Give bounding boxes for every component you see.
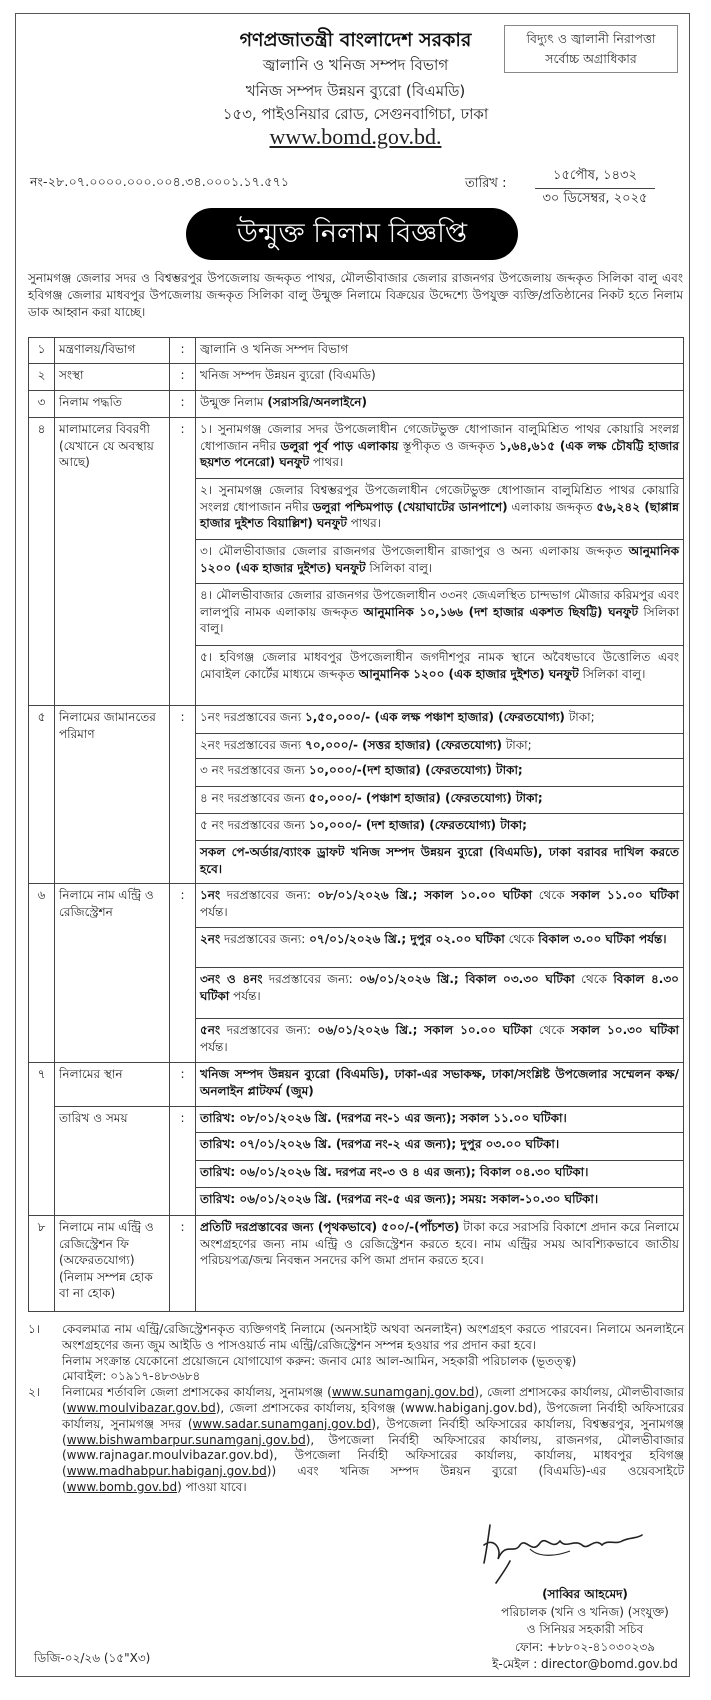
text-segment: পর্যন্ত। [229,988,261,1003]
row-value [196,338,684,364]
text-segment: ৩নং ও ৪নং [200,972,263,986]
text-segment: ডলুরা পশ্চিমপাড় (খেয়াঘাটের ডানপাশে) [312,499,508,514]
row-value [196,479,684,540]
table-row [29,884,684,928]
row-value [196,391,684,418]
text-segment: স্তূপীকৃত ও জব্দকৃত [398,438,500,453]
text-segment: ডলুরা পূর্ব পাড় এলাকায় [280,438,399,453]
notes-section [28,1322,684,1496]
text-segment: উন্মুক্ত নিলাম [200,395,268,409]
text-segment: ) পাওয়া যাবে। [177,1479,247,1494]
text-segment: খনিজ সম্পদ উন্নয়ন ব্যুরো (বিএমডি), ঢাকা-এর সভাকক্ষ, ঢাকা/সংশ্লিষ্ট উপজেলার সম্মেলন কক্ষ/অনলাইন প্লাটফর্ম (জুম) [200,1067,679,1098]
text-segment: ০৬/০১/২০২৬ খ্রি.; সকাল ১০.০০ ঘটিকা [317,1023,533,1037]
row-value [196,841,684,884]
colon-separator: : [170,391,196,418]
text-segment: সকাল ১০.৩০ ঘটিকা [571,1023,679,1037]
row-value [196,1063,684,1107]
date-label: তারিখ : [465,176,507,191]
note-body [62,1385,684,1496]
text-segment: ৫নং [200,1023,221,1037]
colon-separator: : [170,364,196,391]
colon-separator: : [170,884,196,1063]
text-segment: ), জেলা প্রশাসকের কার্যালয়, মৌলভীবাজার ( [62,1385,684,1415]
text-segment: টাকা করে সরাসরি বিকাশে প্রদান করে নিলামে অংশগ্রহণের জন্য নাম এন্ট্রি ও রেজিস্ট্রেশন করতে হবে। নাম এন্ট্রির সময় আবশ্যিকভাবে জাতীয় পরিচয়পত্র/জন্ম নিবন্ধন সনদের কপি জমা প্রদান করতে হবে। [200,1220,679,1267]
text-segment: বিকাল ৩.০০ ঘটিকা পর্যন্ত। [538,932,667,946]
note-line [62,1354,684,1370]
text-segment: ৩। মৌলভীবাজার জেলার রাজনগর উপজেলাধীন রাজাপুর ও অন্য এলাকায় জব্দকৃত [200,544,629,558]
row-value [196,584,684,646]
text-segment: পর্যন্ত। [200,1039,228,1054]
link[interactable]: www.sunamganj.gov.bd [331,1385,475,1400]
row-value [196,1019,684,1063]
table-row [29,364,684,391]
text-segment: ০৭/০১/২০২৬ খ্রি.; দুপুর ০২.০০ ঘটিকা [309,932,505,946]
signature [470,1515,650,1585]
slogan-box [504,25,678,73]
text-segment: ০৮/০১/২০২৬ খ্রি.; সকাল ১০.০০ ঘটিকা [317,888,533,902]
text-segment: পাথর। [346,516,381,530]
table-row [29,338,684,364]
row-value [196,646,684,706]
text-segment: প্রতিটি দরপ্রস্তাবের জন্য (পৃথকভাবে) ৫০০/-(পাঁচশত) [200,1220,460,1234]
text-segment: থেকে [504,932,539,946]
text-segment: ২নং [200,932,221,946]
row-label: মন্ত্রণালয়/বিভাগ [55,338,170,364]
slogan-line: সর্বোচ্চ অগ্রাধিকার [545,51,637,66]
row-value [196,1133,684,1161]
text-segment: ১নং [200,888,221,902]
text-segment: নিলাম সংক্রান্ত যেকোনো প্রয়োজনে যোগাযোগ করুন: জনাব মোঃ আল-আমিন, সহকারী পরিচালক (ভূতত্ত্ব) [62,1353,577,1368]
text-segment: ৭০,০০০/- (সত্তর হাজার) (ফেরতযোগ্য) [305,738,502,752]
text-segment: ২নং দরপ্রস্তাবের জন্য [200,738,306,752]
text-segment: ৫৬,২৪২ (ছাপ্পান্ন হাজার দুইশত বিয়াল্লিশ) ঘনফুট [200,499,680,530]
text-segment: তারিখ: ০৮/০১/২০২৬ খ্রি. (দরপত্র নং-১ এর জন্য); সকাল ১১.০০ ঘটিকা। [200,1111,567,1125]
auction-details-table [28,337,684,1312]
link[interactable]: www.sadar.sunamganj.gov.bd [192,1416,372,1431]
text-segment: তারিখ: ০৬/০১/২০২৬ খ্রি. দরপত্র নং-৩ ও ৪ এর জন্য); বিকাল ০৪.৩০ ঘটিকা। [200,1165,589,1179]
signatory-email[interactable]: ই-মেইল : director@bomd.gov.bd [492,1657,678,1671]
text-segment: থেকে [532,1023,572,1037]
text-segment: ), উপজেলা নির্বাহী অফিসারের কার্যালয়, রাজনগর, মৌলভীবাজার (www.rajnagar.moulvibazar.gov.bd), উপজেলা নির্বাহী অফিসারের কার্যালয়, কার্যালয়, মাধবপুর হবিগঞ্জ ( [62,1432,684,1479]
row-number: ৫ [29,706,55,884]
note-line [62,1322,684,1354]
row-value [196,734,684,759]
signatory-phone: ফোন: +৮৮০২-৪১০৩০২৩৯ [514,1639,656,1654]
link[interactable]: www.madhabpur.habiganj.gov.bd [66,1464,267,1479]
memo-number: নং-২৮.০৭.০০০০.০০০.০০৪.৩৪.০০০১.১৭.৫৭১ [30,174,290,189]
text-segment: সিলিকা বালু। [365,560,433,575]
text-segment: ১,৫০,০০০/- (এক লক্ষ পঞ্চাশ হাজার) (ফেরতযোগ্য) [305,710,565,724]
text-segment: পর্যন্ত। [200,904,228,919]
row-value [196,814,684,841]
text-segment: ১,৬৪,৬১৫ (এক লক্ষ চৌষট্টি হাজার ছয়শত পনেরো) ঘনফুট [200,438,679,469]
slogan-line: বিদ্যুৎ ও জ্বালানী নিরাপত্তা [526,31,656,46]
notice-title: উন্মুক্ত নিলাম বিজ্ঞপ্তি [186,208,518,260]
table-row [29,1107,684,1133]
text-segment: ০৬/০১/২০২৬ খ্রি.; বিকাল ০৩.৩০ ঘটিকা [359,972,575,986]
row-label: তারিখ ও সময় [55,1107,170,1216]
note-item [28,1385,684,1496]
signatory-designation: পরিচালক (খনি ও খনিজ) (সংযুক্ত) [501,1604,669,1619]
text-segment: সিলিকা বালু। [578,666,646,681]
text-segment: মোবাইল: ০১৯১৭-৪৮৩৬৮৪ [62,1369,201,1384]
colon-separator: : [170,1216,196,1312]
note-number: ২। [28,1385,41,1400]
text-segment: বিকাল ৪.৩০ ঘটিকা [200,972,679,1003]
signatory-designation-2: ও সিনিয়র সহকারী সচিব [526,1622,644,1636]
colon-separator: : [170,1107,196,1216]
text-segment: দরপ্রস্তাবের জন্য: [220,1023,318,1037]
row-label: নিলামের স্থান [55,1063,170,1107]
date-bangla: ১৫পৌষ, ১৪৩২ [535,166,655,189]
text-segment: ৩ নং দরপ্রস্তাবের জন্য [200,763,309,777]
division-name: জ্বালানি ও খনিজ সম্পদ বিভাগ [262,56,449,74]
text-segment: আনুমানিক ১২০০ (এক হাজার দুইশত) ঘনফুট [358,666,579,681]
note-body [62,1322,684,1385]
text-segment: তারিখ: ০৭/০১/২০২৬ খ্রি. (দরপত্র নং-২ এর জন্য); দুপুর ০৩.০০ ঘটিকা। [200,1137,560,1151]
colon-separator: : [170,338,196,364]
text-segment: সকল পে-অর্ডার/ব্যাংক ড্রাফট খনিজ সম্পদ উন্নয়ন ব্যুরো (বিএমডি), ঢাকা বরাবর দাখিল করতে হবে। [200,845,679,876]
colon-separator: : [170,418,196,706]
text-segment: ৪ নং দরপ্রস্তাবের জন্য [200,791,309,805]
government-title: গণপ্রজাতন্ত্রী বাংলাদেশ সরকার [239,29,472,51]
colon-separator: : [170,1063,196,1107]
text-segment: ১। সুনামগঞ্জ জেলার সদর উপজেলাধীন গেজেটভুক্ত ধোপাজান বালুমিশ্রিত পাথর কোয়ারি সংলগ্ন ধোপাজান নদীর [200,422,679,453]
table-row [29,706,684,734]
text-segment: টাকা; [564,710,595,724]
row-value [196,787,684,814]
row-number: ১ [29,338,55,364]
text-segment: ), উপজেলা নির্বাহী অফিসারের কার্যালয়, বিশ্বম্ভরপুর, সুনামগঞ্জ ( [62,1416,684,1447]
row-label: নিলামের জামানতের পরিমাণ [55,706,170,884]
row-number: ৭ [29,1063,55,1216]
row-number: ৬ [29,884,55,1063]
text-segment: খনিজ সম্পদ উন্নয়ন ব্যুরো (বিএমডি) [200,368,376,382]
text-segment: জ্বালানি ও খনিজ সম্পদ বিভাগ [200,342,349,356]
text-segment: দরপ্রস্তাবের জন্য: [262,972,360,986]
bureau-name: খনিজ সম্পদ উন্নয়ন ব্যুরো (বিএমডি) [245,82,466,100]
text-segment: ৫ নং দরপ্রস্তাবের জন্য [200,818,309,832]
text-segment: ৫। হবিগঞ্জ জেলার মাধবপুর উপজেলাধীন জগদীশপুর নামক স্থানে অবৈধভাবে উত্তোলিত এবং মোবাইল কোর্টের মাধ্যমে জব্দকৃত [200,650,679,681]
text-segment: থেকে [574,972,614,986]
row-label: সংস্থা [55,364,170,391]
text-segment: ), জেলা প্রশাসকের কার্যালয়, হবিগঞ্জ (www.habiganj.gov.bd), উপজেলা নির্বাহী অফিসারের কার্যালয়, সুনামগঞ্জ সদর ( [62,1400,684,1431]
text-segment: আনুমানিক ১২০০ (এক হাজার দুইশত) ঘনফুট [200,544,679,575]
signatory-name: (সাব্বির আহমেদ) [542,1587,628,1601]
row-value [196,928,684,968]
text-segment: আনুমানিক ১০,১৬৬ (দশ হাজার একশত ছিষট্টি) ঘনফুট [363,604,639,619]
row-value [196,1161,684,1188]
address: ১৫৩, পাইওনিয়ার রোড, সেগুনবাগিচা, ঢাকা [222,105,489,123]
row-value [196,1216,684,1312]
text-segment: এলাকায় জব্দকৃত [507,499,597,514]
row-value [196,540,684,584]
text-segment: পাথর। [309,455,344,469]
text-segment: )) এবং খনিজ সম্পদ উন্নয়ন ব্যুরো (বিএমডি)-এর ওয়েবসাইটে ( [62,1464,684,1494]
row-value [196,1188,684,1216]
note-line [62,1369,684,1385]
row-value [196,364,684,391]
note-line [62,1385,684,1496]
colon-separator: : [170,706,196,884]
link[interactable]: www.bishwambarpur.sunamganj.gov.bd [66,1432,306,1447]
text-segment: দরপ্রস্তাবের জন্য: [220,932,310,946]
text-segment: থেকে [532,888,572,902]
date-gregorian: ৩০ ডিসেম্বর, ২০২৫ [542,191,648,206]
row-label: নিলামে নাম এন্ট্রি ও রেজিস্ট্রেশন [55,884,170,1063]
text-segment: টাকা; [501,738,532,752]
text-segment: তারিখ: ০৬/০১/২০২৬ খ্রি. (দরপত্র নং-৫ এর জন্য); সময়: সকাল-১০.৩০ ঘটিকা। [200,1192,599,1206]
table-row [29,418,684,479]
text-segment: দরপ্রস্তাবের জন্য: [220,888,318,902]
row-value [196,968,684,1019]
text-segment: ১০,০০০/-(দশ হাজার) (ফেরতযোগ্য) টাকা; [308,763,523,777]
text-segment: ১০,০০০/- (দশ হাজার) (ফেরতযোগ্য) টাকা; [308,818,527,832]
table-row [29,391,684,418]
text-segment: সিলিকা বালু। [200,604,679,635]
text-segment: ৪। মৌলভীবাজার জেলার রাজনগর উপজেলাধীন ৩৩নং জেএলস্থিত চান্দভাগ মৌজার করিমপুর এবং লালপুরি নামক এলাকায় জব্দকৃত [200,588,679,619]
row-number: ২ [29,364,55,391]
text-segment: সকাল ১১.০০ ঘটিকা [571,888,679,902]
row-number: ৪ [29,418,55,706]
row-label: মালামালের বিবরণী (যেখানে যে অবস্থায় আছে) [55,418,170,706]
row-value [196,1107,684,1133]
intro-paragraph: সুনামগঞ্জ জেলার সদর ও বিশ্বম্ভরপুর উপজেলায় জব্দকৃত পাথর, মৌলভীবাজার জেলার রাজনগর উপজেলায় জব্দকৃত সিলিকা বালু এবং হবিগঞ্জ জেলার মাধবপুর উপজেলায় জব্দকৃত সিলিকা বালু উন্মুক্ত নিলামে বিক্রয়ের উদ্দেশ্যে উপযুক্ত ব্যক্তি/প্রতিষ্ঠানের নিকট হতে নিলাম ডাক আহ্বান করা যাচ্ছে। [28,271,683,319]
row-value [196,418,684,479]
signatory-block [480,1586,690,1674]
footer-code: ডিজি-০২/২৬ (১৫"X৩) [34,1651,151,1665]
note-number: ১। [28,1322,41,1336]
row-value [196,884,684,928]
row-value [196,706,684,734]
row-label: নিলাম পদ্ধতি [55,391,170,418]
note-item [28,1322,684,1385]
text-segment: কেবলমাত্র নাম এন্ট্রি/রেজিস্ট্রেশনকৃত ব্যক্তিগণই নিলামে (অনসাইট অথবা অনলাইন) অংশগ্রহণ করতে পারবেন। নিলামে অনলাইনে অংশগ্রহণের জন্য জুম আইডি ও পাসওয়ার্ড নাম এন্ট্রি/রেজিস্ট্রেশন সম্পন্ন হওয়ার পর প্রদান করা হবে। [62,1322,684,1352]
text-segment: ৫০,০০০/- (পঞ্চাশ হাজার) (ফেরতযোগ্য) টাকা; [308,791,543,805]
row-number: ৮ [29,1216,55,1312]
table-row [29,1063,684,1107]
text-segment: নিলামের শর্তাবলি জেলা প্রশাসকের কার্যালয়, সুনামগঞ্জ ( [62,1385,332,1400]
table-row [29,1216,684,1312]
link[interactable]: www.bomb.gov.bd [66,1479,178,1494]
row-number: ৩ [29,391,55,418]
text-segment: ১নং দরপ্রস্তাবের জন্য [200,710,306,724]
row-label: নিলামে নাম এন্ট্রি ও রেজিস্ট্রেশন ফি (অফেরতযোগ্য) (নিলাম সম্পন্ন হোক বা না হোক) [55,1216,170,1312]
row-value [196,759,684,787]
text-segment: ২। সুনামগঞ্জ জেলার বিশ্বম্ভরপুর উপজেলাধীন গেজেটভুক্ত ধোপাজান বালুমিশ্রিত পাথর কোয়ারি সংলগ্ন ধোপাজান নদীর [200,483,679,514]
website-link[interactable]: www.bomd.gov.bd. [269,124,442,149]
text-segment: (সরাসরি/অনলাইনে) [267,395,367,409]
link[interactable]: www.moulvibazar.gov.bd [66,1400,216,1415]
